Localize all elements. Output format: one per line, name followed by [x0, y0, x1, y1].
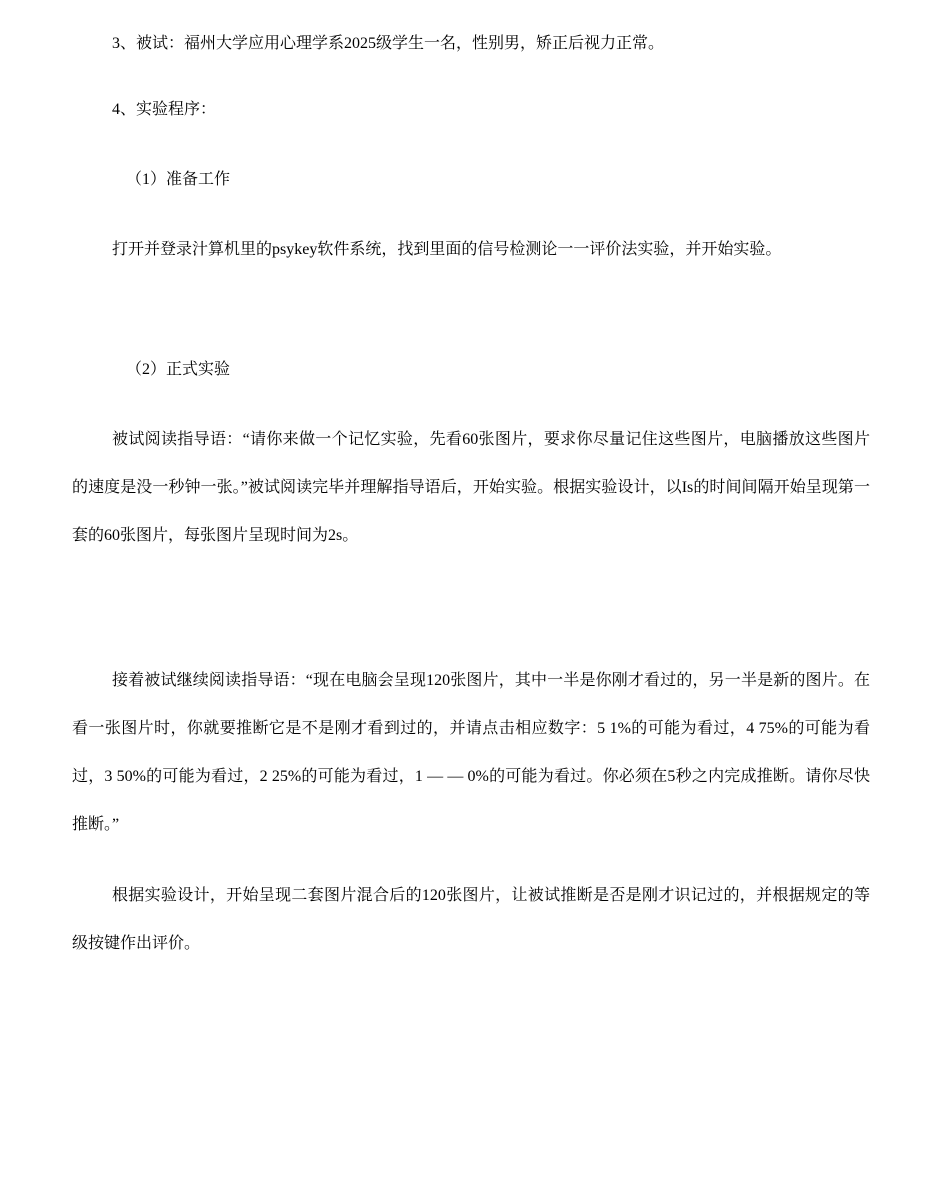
- step1-paragraph: 打开并登录汁算机里的psykey软件系统，找到里面的信号检测论一一评价法实验，并开始实验。: [112, 241, 782, 258]
- step1-heading: （1）准备工作: [126, 171, 231, 188]
- instruction1-paragraph: 被试阅读指导语：“请你来做一个记忆实验，先看60张图片，要求你尽量记住这些图片，电脑播放这些图片的速度是没一秒钟一张。”被试阅读完毕并理解指导语后，开始实验。根据实验设计，以Is的时间间隔开始呈现第一套的60张图片，每张图片呈现时间为2s。: [72, 431, 870, 544]
- evaluation-paragraph: 根据实验设计，开始呈现二套图片混合后的120张图片，让被试推断是否是刚才识记过的，并根据规定的等级按键作出评价。: [72, 887, 870, 952]
- step2-heading: （2）正式实验: [126, 361, 231, 378]
- instruction2-paragraph: 接着被试继续阅读指导语：“现在电脑会呈现120张图片，其中一半是你刚才看过的，另一半是新的图片。在看一张图片时，你就要推断它是不是刚才看到过的，并请点击相应数字：5 1%的可能为看过，4 75%的可能为看过，3 50%的可能为看过，2 25%的可能为看过，1 — — 0%的可能为看过。你必须在5秒之内完成推断。请你尽快推断。”: [72, 672, 870, 833]
- subject-paragraph: 3、被试：福州大学应用心理学系2025级学生一名，性别男，矫正后视力正常。: [112, 35, 665, 52]
- procedure-heading: 4、实验程序：: [112, 101, 217, 118]
